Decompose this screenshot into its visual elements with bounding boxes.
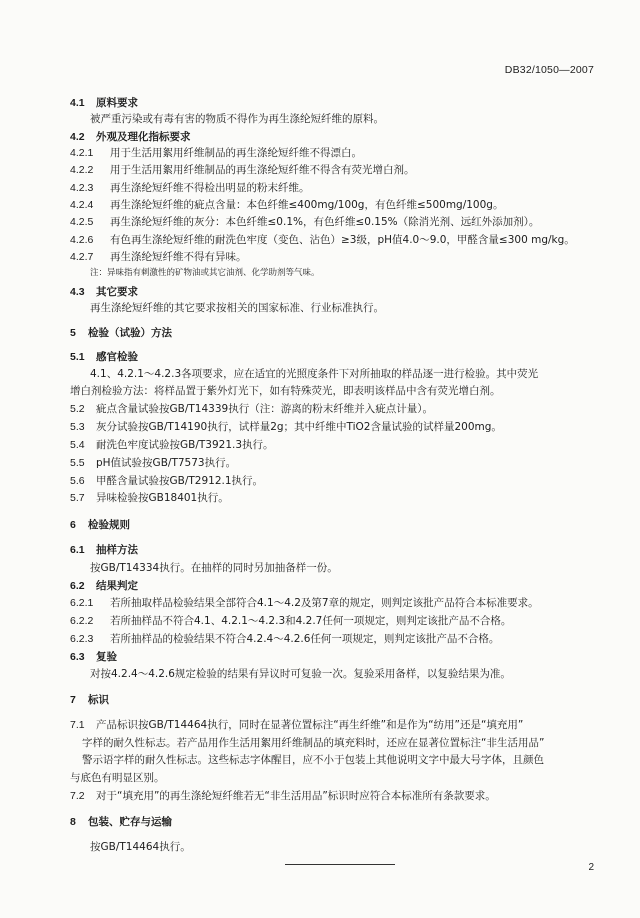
text-line bbox=[90, 561, 596, 575]
text-line bbox=[70, 474, 596, 488]
text-line bbox=[90, 301, 596, 315]
clause-text: 对于“填充用”的再生涤纶短纤维若无“非生活用品”标识时应符合本标准所有条款要求。 bbox=[96, 790, 496, 802]
clause-number: 7.1 bbox=[70, 719, 85, 731]
clause-text: 再生涤纶短纤维的灰分：本色纤维≤0.1%，有色纤维≤0.15%（除消光剂、远红外添加剂）。 bbox=[110, 216, 540, 228]
clause-number: 6.3 bbox=[70, 651, 85, 663]
clause-text: 用于生活用絮用纤维制品的再生涤纶短纤维不得漂白。 bbox=[110, 147, 362, 159]
clause-number: 5.7 bbox=[70, 492, 85, 504]
clause-number: 5.1 bbox=[70, 351, 85, 363]
clause-text: 再生涤纶短纤维的疵点含量：本色纤维≤400mg/100g，有色纤维≤500mg/100g。 bbox=[110, 199, 504, 211]
clause-text: pH值试验按GB/T7573执行。 bbox=[96, 457, 237, 469]
clause-text: 检验规则 bbox=[88, 519, 130, 531]
clause-number: 6.2.1 bbox=[70, 597, 94, 609]
text-line bbox=[90, 840, 596, 854]
section-heading bbox=[70, 96, 596, 110]
clause-number: 5.4 bbox=[70, 439, 85, 451]
clause-text: 被严重污染或有毒有害的物质不得作为再生涤纶短纤维的原料。 bbox=[90, 113, 384, 125]
clause-text: 若所抽样品的检验结果不符合4.2.4～4.2.6任何一项规定，则判定该批产品不合格。 bbox=[110, 633, 500, 645]
text-line bbox=[70, 233, 596, 247]
clause-number: 6 bbox=[70, 519, 76, 531]
clause-text: 4.1、4.2.1～4.2.3各项要求，应在适宜的光照度条件下对所抽取的样品逐一进行检验。其中荧光 bbox=[90, 368, 539, 380]
section-heading bbox=[70, 543, 596, 557]
clause-text: 再生涤纶短纤维不得检出明显的粉末纤维。 bbox=[110, 182, 310, 194]
clause-number: 5.6 bbox=[70, 475, 85, 487]
clause-text: 按GB/T14334执行。在抽样的同时另加抽备样一份。 bbox=[90, 562, 338, 574]
section-heading bbox=[70, 350, 596, 364]
text-line bbox=[70, 456, 596, 470]
clause-number: 4.2.4 bbox=[70, 199, 94, 211]
clause-number: 5.2 bbox=[70, 403, 85, 415]
clause-text: 用于生活用絮用纤维制品的再生涤纶短纤维不得含有荧光增白剂。 bbox=[110, 164, 415, 176]
text-line bbox=[70, 420, 596, 434]
clause-number: 6.2.2 bbox=[70, 615, 94, 627]
clause-text: 产品标识按GB/T14464执行，同时在显著位置标注“再生纤维”和是作为“纺用”还是“填充用” bbox=[96, 719, 524, 731]
clause-text: 结果判定 bbox=[96, 580, 138, 592]
clause-number: 6.2 bbox=[70, 580, 85, 592]
clause-text: 若所抽取样品检验结果全部符合4.1～4.2及第7章的规定，则判定该批产品符合本标准要求。 bbox=[110, 597, 539, 609]
clause-number: 4.1 bbox=[70, 97, 85, 109]
note-line bbox=[90, 266, 596, 280]
clause-number: 7 bbox=[70, 694, 76, 706]
clause-text: 异味检验按GB18401执行。 bbox=[96, 492, 229, 504]
clause-number: 6.1 bbox=[70, 544, 85, 556]
footer-rule bbox=[285, 864, 395, 865]
clause-number: 4.3 bbox=[70, 286, 85, 298]
clause-text: 注：异味指有刺激性的矿物油或其它油剂、化学助剂等气味。 bbox=[90, 268, 320, 278]
text-line bbox=[70, 632, 596, 646]
clause-text: 与底色有明显区别。 bbox=[70, 772, 165, 784]
text-line bbox=[70, 384, 596, 398]
text-line bbox=[70, 491, 596, 505]
section-heading bbox=[70, 130, 596, 144]
clause-number: 5.5 bbox=[70, 457, 85, 469]
text-line bbox=[70, 215, 596, 229]
clause-text: 有色再生涤纶短纤维的耐洗色牢度（变色、沾色）≥3级，pH值4.0～9.0，甲醛含量≤300 mg/kg。 bbox=[110, 234, 575, 246]
text-line bbox=[70, 596, 596, 610]
section-heading bbox=[70, 650, 596, 664]
clause-text: 感官检验 bbox=[96, 351, 138, 363]
clause-text: 再生涤纶短纤维不得有异味。 bbox=[110, 251, 247, 263]
clause-number: 4.2.3 bbox=[70, 182, 94, 194]
clause-number: 5.3 bbox=[70, 421, 85, 433]
clause-text: 按GB/T14464执行。 bbox=[90, 841, 191, 853]
standard-code: DB32/1050—2007 bbox=[504, 64, 594, 76]
clause-number: 4.2.7 bbox=[70, 251, 94, 263]
clause-text: 再生涤纶短纤维的其它要求按相关的国家标准、行业标准执行。 bbox=[90, 302, 384, 314]
section-heading bbox=[70, 693, 596, 707]
clause-text: 复验 bbox=[96, 651, 117, 663]
clause-text: 警示语字样的耐久性标志。这些标志字体醒目，应不小于包装上其他说明文字中最大号字体，且颜色 bbox=[82, 754, 544, 766]
clause-text: 抽样方法 bbox=[96, 544, 138, 556]
section-heading bbox=[70, 326, 596, 340]
clause-text: 标识 bbox=[88, 694, 109, 706]
clause-text: 疵点含量试验按GB/T14339执行（注：游离的粉末纤维并入疵点计量）。 bbox=[96, 403, 433, 415]
text-line bbox=[70, 250, 596, 264]
clause-text: 增白剂检验方法：将样品置于紫外灯光下，如有特殊荧光，即表明该样品中含有荧光增白剂。 bbox=[70, 385, 501, 397]
text-line bbox=[70, 163, 596, 177]
text-line bbox=[90, 112, 596, 126]
clause-text: 对按4.2.4～4.2.6规定检验的结果有异议时可复验一次。复验采用备样，以复验结果为准。 bbox=[90, 668, 511, 680]
clause-text: 检验（试验）方法 bbox=[88, 327, 172, 339]
clause-text: 外观及理化指标要求 bbox=[96, 131, 191, 143]
clause-text: 原料要求 bbox=[96, 97, 138, 109]
text-line bbox=[70, 402, 596, 416]
clause-text: 若所抽样品不符合4.1、4.2.1～4.2.3和4.2.7任何一项规定，则判定该批产品不合格。 bbox=[110, 615, 512, 627]
clause-number: 4.2.6 bbox=[70, 234, 94, 246]
clause-number: 6.2.3 bbox=[70, 633, 94, 645]
text-line bbox=[90, 667, 596, 681]
text-line bbox=[70, 146, 596, 160]
clause-text: 灰分试验按GB/T14190执行，试样量2g；其中纤维中TiO2含量试验的试样量200mg。 bbox=[96, 421, 502, 433]
clause-number: 8 bbox=[70, 816, 76, 828]
clause-text: 其它要求 bbox=[96, 286, 138, 298]
text-line bbox=[82, 753, 596, 767]
clause-number: 7.2 bbox=[70, 790, 85, 802]
section-heading bbox=[70, 285, 596, 299]
text-line bbox=[70, 789, 596, 803]
text-line bbox=[70, 614, 596, 628]
text-line bbox=[70, 718, 596, 732]
section-heading bbox=[70, 518, 596, 532]
clause-text: 耐洗色牢度试验按GB/T3921.3执行。 bbox=[96, 439, 274, 451]
clause-number: 5 bbox=[70, 327, 76, 339]
text-line bbox=[70, 198, 596, 212]
page-number: 2 bbox=[588, 862, 594, 873]
text-line bbox=[90, 367, 596, 381]
clause-number: 4.2.1 bbox=[70, 147, 94, 159]
clause-number: 4.2 bbox=[70, 131, 85, 143]
clause-text: 甲醛含量试验按GB/T2912.1执行。 bbox=[96, 475, 264, 487]
section-heading bbox=[70, 579, 596, 593]
text-line bbox=[70, 771, 596, 785]
clause-text: 包装、贮存与运输 bbox=[88, 816, 172, 828]
text-line bbox=[70, 438, 596, 452]
text-line bbox=[70, 181, 596, 195]
text-line bbox=[82, 736, 596, 750]
clause-text: 字样的耐久性标志。若产品用作生活用絮用纤维制品的填充料时，还应在显著位置标注“非生活用品” bbox=[82, 737, 545, 749]
clause-number: 4.2.5 bbox=[70, 216, 94, 228]
section-heading bbox=[70, 815, 596, 829]
clause-number: 4.2.2 bbox=[70, 164, 94, 176]
